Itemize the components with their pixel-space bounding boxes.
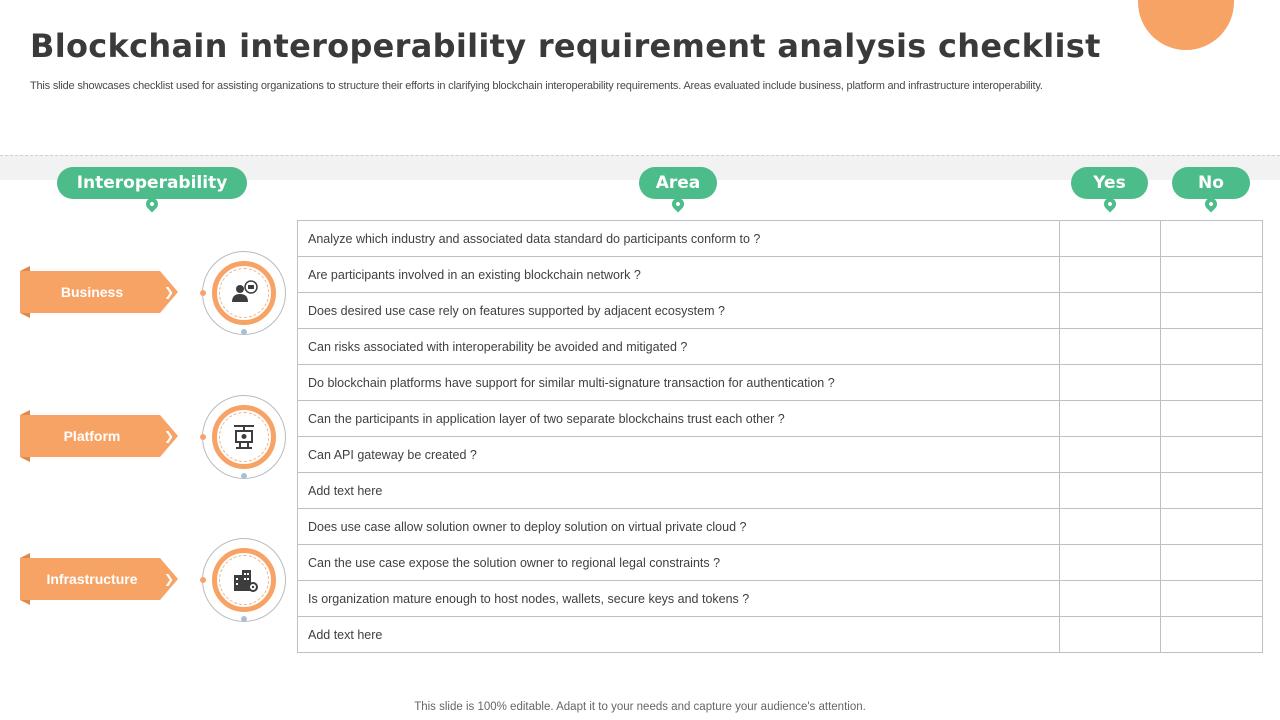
- yes-cell[interactable]: [1060, 293, 1161, 329]
- page-subtitle: This slide showcases checklist used for assisting organizations to structure their efforts in clarifying blockchain interoperability requirements. Areas evaluated include business, platform and infrastructure interoperability.: [30, 80, 1043, 92]
- platform-network-icon: [229, 422, 259, 452]
- yes-cell[interactable]: [1060, 473, 1161, 509]
- question-cell: Do blockchain platforms have support for similar multi-signature transaction for authentication ?: [298, 365, 1060, 401]
- table-row: [298, 437, 1263, 473]
- footer-note: This slide is 100% editable. Adapt it to your needs and capture your audience's attention.: [414, 701, 866, 713]
- checklist-table: [297, 220, 1263, 653]
- pin-icon: [1101, 196, 1118, 213]
- header-interoperability-label: Interoperability: [76, 173, 228, 193]
- platform-icon-badge: [202, 395, 286, 479]
- page-title: Blockchain interoperability requirement analysis checklist: [30, 27, 1101, 65]
- question-cell: Can risks associated with interoperability be avoided and mitigated ?: [298, 329, 1060, 365]
- question-cell: Does use case allow solution owner to deploy solution on virtual private cloud ?: [298, 509, 1060, 545]
- table-row: [298, 473, 1263, 509]
- no-cell[interactable]: [1161, 617, 1263, 653]
- no-cell[interactable]: [1161, 581, 1263, 617]
- question-cell: Add text here: [298, 473, 1060, 509]
- no-cell[interactable]: [1161, 401, 1263, 437]
- table-row: [298, 257, 1263, 293]
- business-icon-badge: [202, 251, 286, 335]
- yes-cell[interactable]: [1060, 221, 1161, 257]
- no-cell[interactable]: [1161, 509, 1263, 545]
- table-row: [298, 365, 1263, 401]
- question-cell: Does desired use case rely on features supported by adjacent ecosystem ?: [298, 293, 1060, 329]
- no-cell[interactable]: [1161, 221, 1263, 257]
- yes-cell[interactable]: [1060, 329, 1161, 365]
- header-area-label: Area: [655, 173, 701, 193]
- question-cell: Add text here: [298, 617, 1060, 653]
- no-cell[interactable]: [1161, 437, 1263, 473]
- category-infrastructure: [20, 558, 178, 600]
- no-cell[interactable]: [1161, 365, 1263, 401]
- yes-cell[interactable]: [1060, 437, 1161, 473]
- yes-cell[interactable]: [1060, 401, 1161, 437]
- table-row: [298, 329, 1263, 365]
- header-interoperability: [57, 167, 247, 199]
- business-person-icon: [229, 278, 259, 308]
- yes-cell[interactable]: [1060, 509, 1161, 545]
- header-yes-label: Yes: [1093, 173, 1126, 193]
- yes-cell[interactable]: [1060, 257, 1161, 293]
- question-cell: Are participants involved in an existing blockchain network ?: [298, 257, 1060, 293]
- no-cell[interactable]: [1161, 545, 1263, 581]
- question-cell: Can API gateway be created ?: [298, 437, 1060, 473]
- header-no-label: No: [1198, 173, 1224, 193]
- table-row: [298, 581, 1263, 617]
- table-row: [298, 293, 1263, 329]
- category-platform-label: Platform: [63, 428, 121, 444]
- pin-icon: [670, 196, 687, 213]
- question-cell: Can the participants in application layer of two separate blockchains trust each other ?: [298, 401, 1060, 437]
- category-business: [20, 271, 178, 313]
- pin-icon: [144, 196, 161, 213]
- table-row: [298, 401, 1263, 437]
- infrastructure-building-icon: [229, 565, 259, 595]
- table-row: [298, 545, 1263, 581]
- question-cell: Is organization mature enough to host nodes, wallets, secure keys and tokens ?: [298, 581, 1060, 617]
- question-cell: Can the use case expose the solution owner to regional legal constraints ?: [298, 545, 1060, 581]
- no-cell[interactable]: [1161, 473, 1263, 509]
- table-row: [298, 221, 1263, 257]
- yes-cell[interactable]: [1060, 581, 1161, 617]
- infrastructure-icon-badge: [202, 538, 286, 622]
- no-cell[interactable]: [1161, 293, 1263, 329]
- pin-icon: [1203, 196, 1220, 213]
- chevron-right-icon: ❯: [164, 429, 175, 443]
- header-yes: [1071, 167, 1148, 199]
- header-area: [639, 167, 717, 199]
- table-row: [298, 509, 1263, 545]
- header-no: [1172, 167, 1250, 199]
- yes-cell[interactable]: [1060, 365, 1161, 401]
- category-infrastructure-label: Infrastructure: [46, 571, 138, 587]
- no-cell[interactable]: [1161, 257, 1263, 293]
- no-cell[interactable]: [1161, 329, 1263, 365]
- yes-cell[interactable]: [1060, 545, 1161, 581]
- decorative-circle: [1138, 0, 1234, 50]
- yes-cell[interactable]: [1060, 617, 1161, 653]
- category-platform: [20, 415, 178, 457]
- question-cell: Analyze which industry and associated data standard do participants conform to ?: [298, 221, 1060, 257]
- category-business-label: Business: [60, 284, 124, 300]
- chevron-right-icon: ❯: [164, 285, 175, 299]
- chevron-right-icon: ❯: [164, 572, 175, 586]
- table-row: [298, 617, 1263, 653]
